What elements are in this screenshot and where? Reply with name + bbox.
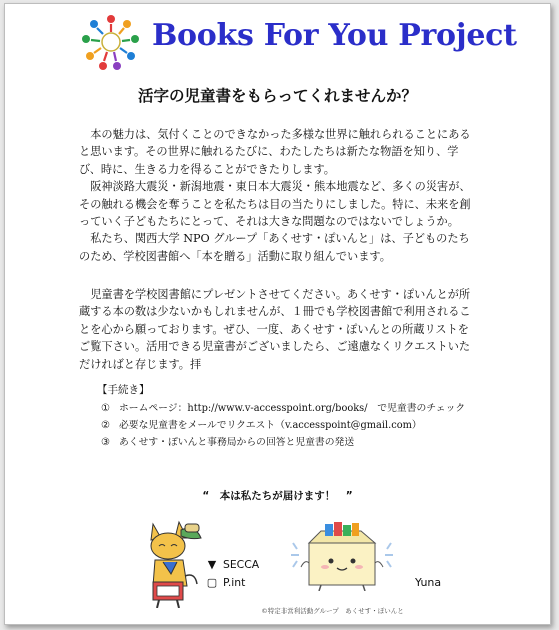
intro-section [79, 126, 479, 265]
document-page [4, 3, 551, 625]
page-subtitle: 活字の児童書をもらってくれませんか？ [137, 87, 417, 105]
procedure-steps [101, 400, 465, 451]
book-icon: ▢ [206, 576, 218, 589]
credit-secca: ▼ SECCA [205, 556, 259, 574]
intro-paragraph: 阪神淡路大震災・新潟地震・東日本大震災・熊本地震など、多くの災害が、その触れる機会を奪うことを私たちは目の当たりにしました。特に、未来を創っていく子どもたちにとって、それは大きな問題なのではないでしょうか。 [79, 180, 471, 229]
procedure-step: ② 必要な児童書をメールでリクエスト（v.accesspoint@gmail.com） [101, 420, 422, 431]
black-cat-ear-icon: ▼ [207, 558, 217, 571]
book-box-mascot-icon [291, 521, 393, 591]
cat-mascot-icon [143, 516, 207, 608]
procedure-title: 【手続き】 [97, 384, 150, 396]
header [5, 4, 550, 74]
logo-icon [79, 12, 143, 72]
request-section [79, 286, 479, 373]
copyright: ©特定非営利活動グループ あくせす・ぽいんと [261, 607, 404, 615]
intro-paragraph: 本の魅力は、気付くことのできなかった多様な世界に触れられることにあると思います。その世界に触れるたびに、わたしたちは新たな物語を知り、学び、時に、生きる力を得ることができたりします。 [79, 128, 471, 176]
procedure-step: ① ホームページ：http://www.v-accesspoint.org/books/ で児童書のチェック [101, 403, 466, 414]
credit-pint: ▢ P.int [205, 574, 259, 592]
slogan: “ 本は私たちが届けます！ ” [202, 490, 353, 502]
page-title: Books For You Project [152, 18, 517, 53]
intro-paragraph: 私たち、関西大学 NPO グループ「あくせす・ぽいんと」は、子どものたちのため、学校図書館へ「本を贈る」活動に取り組んでいます。 [79, 232, 470, 263]
credits [205, 556, 259, 592]
request-paragraph: 児童書を学校図書館にプレゼントさせてください。あくせす・ぽいんとが所蔵する本の数は少ないかもしれませんが、１冊でも学校図書館で利用されることを心から願っております。ぜひ、一度、あくせす・ぽいんとの所蔵リストをご覧下さい。活用できる児童書がございましたら、ご遠慮なくリクエストいただければと存じます。拝 [79, 288, 471, 371]
procedure-step: ③ あくせす・ぽいんと事務局からの回答と児童書の発送 [101, 437, 355, 448]
credit-yuna: Yuna [415, 576, 442, 589]
